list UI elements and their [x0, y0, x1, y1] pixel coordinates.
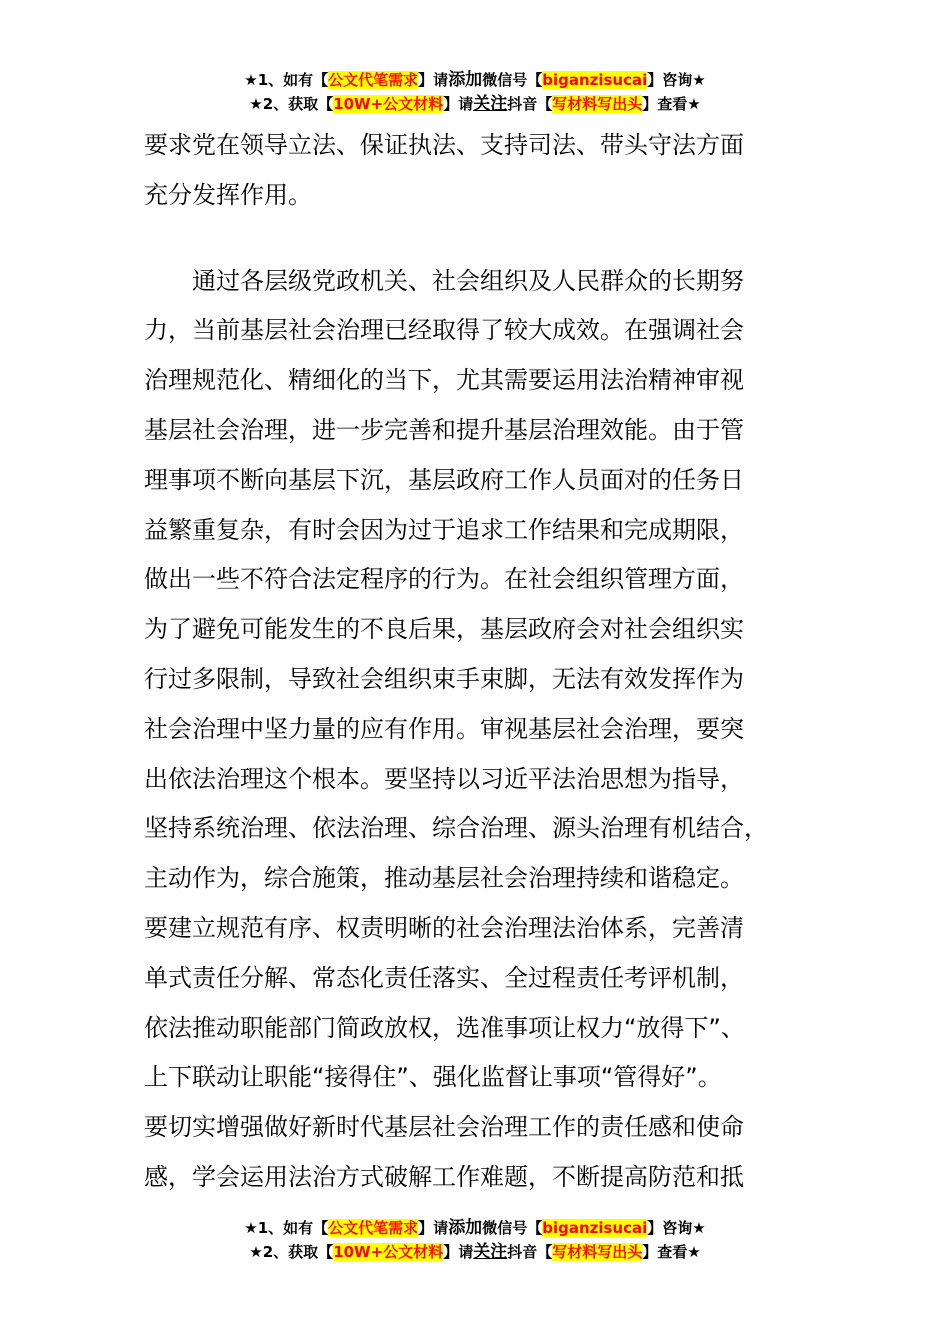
text-line: 上下联动让职能“接得住”、强化监督让事项“管得好”。: [144, 1063, 722, 1092]
text-line: 坚持系统治理、依法治理、综合治理、源头治理有机结合，: [144, 814, 768, 843]
text-line: 单式责任分解、常态化责任落实、全过程责任考评机制，: [144, 963, 744, 992]
banner-text: ★2、获取【: [249, 95, 334, 113]
banner-line-2: [0, 92, 950, 116]
banner-highlight: biganzisucai: [542, 71, 648, 89]
banner-text: 】请: [418, 1219, 449, 1237]
banner-text: 】查看★: [642, 95, 701, 113]
banner-highlight: 公文代笔需求: [328, 1219, 419, 1237]
banner-highlight: 写材料写出头: [552, 95, 643, 113]
text-line: 要求党在领导立法、保证执法、支持司法、带头守法方面: [144, 131, 744, 159]
text-line: 要建立规范有序、权责明晰的社会治理法治体系，完善清: [144, 913, 744, 942]
text-line: 力，当前基层社会治理已经取得了较大成效。在强调社会: [144, 316, 744, 345]
banner-line-1: [0, 1216, 950, 1240]
banner-emphasis: 添加: [448, 1218, 483, 1238]
banner-text: ★2、获取【: [249, 1243, 334, 1261]
banner-text: 抖音【: [507, 95, 553, 113]
banner-highlight: biganzisucai: [542, 1219, 648, 1237]
text-line: 社会治理中坚力量的应有作用。审视基层社会治理，要突: [144, 714, 744, 743]
text-line: 要切实增强做好新时代基层社会治理工作的责任感和使命: [144, 1113, 744, 1142]
banner-line-1: [0, 68, 950, 92]
document-body: [144, 121, 814, 1203]
text-line: 基层社会治理，进一步完善和提升基层治理效能。由于管: [144, 415, 744, 444]
footer-banner: [0, 1216, 950, 1264]
header-banner: [0, 68, 950, 116]
text-line: 为了避免可能发生的不良后果，基层政府会对社会组织实: [144, 615, 744, 644]
banner-highlight: 写材料写出头: [552, 1243, 643, 1261]
text-line: 理事项不断向基层下沉，基层政府工作人员面对的任务日: [144, 465, 744, 494]
banner-text: 微信号【: [482, 1219, 543, 1237]
banner-text: 】咨询★: [647, 1219, 706, 1237]
banner-text: ★1、如有【: [244, 1219, 329, 1237]
banner-text: 】请: [418, 71, 449, 89]
banner-text: 】咨询★: [647, 71, 706, 89]
banner-text: 】请: [443, 1243, 474, 1261]
paragraph-2: [144, 257, 814, 1203]
banner-highlight: 10W+公文材料: [333, 95, 444, 113]
banner-emphasis: 关注: [473, 1242, 508, 1262]
text-line: 治理规范化、精细化的当下，尤其需要运用法治精神审视: [144, 366, 744, 395]
paragraph-spacer: [144, 221, 814, 257]
banner-text: 抖音【: [507, 1243, 553, 1261]
text-line: 益繁重复杂，有时会因为过于追求工作结果和完成期限，: [144, 515, 744, 544]
banner-text: 】查看★: [642, 1243, 701, 1261]
text-line: 依法推动职能部门简政放权，选准事项让权力“放得下”、: [144, 1013, 745, 1042]
text-line: 主动作为，综合施策，推动基层社会治理持续和谐稳定。: [144, 864, 744, 893]
text-line: 做出一些不符合法定程序的行为。在社会组织管理方面，: [144, 565, 744, 594]
text-line: 通过各层级党政机关、社会组织及人民群众的长期努: [192, 266, 744, 295]
text-line: 出依法治理这个根本。要坚持以习近平法治思想为指导，: [144, 764, 744, 793]
banner-emphasis: 关注: [473, 94, 508, 114]
banner-highlight: 10W+公文材料: [333, 1243, 444, 1261]
banner-text: ★1、如有【: [244, 71, 329, 89]
banner-emphasis: 添加: [448, 70, 483, 90]
banner-text: 】请: [443, 95, 474, 113]
banner-line-2: [0, 1240, 950, 1264]
banner-text: 微信号【: [482, 71, 543, 89]
text-line: 感，学会运用法治方式破解工作难题，不断提高防范和抵: [144, 1162, 744, 1191]
paragraph-1: [144, 121, 814, 221]
banner-highlight: 公文代笔需求: [328, 71, 419, 89]
text-line: 充分发挥作用。: [144, 180, 312, 209]
text-line: 行过多限制，导致社会组织束手束脚，无法有效发挥作为: [144, 664, 744, 693]
